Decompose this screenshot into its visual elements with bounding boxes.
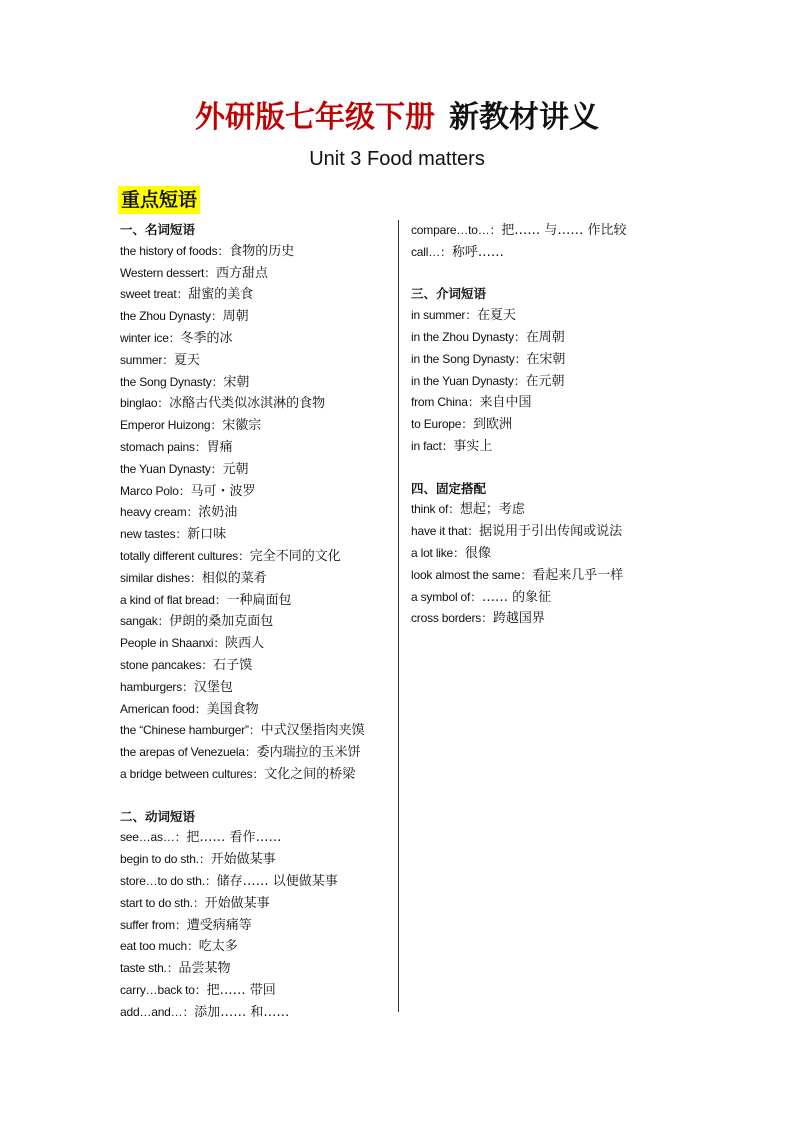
phrase-english: winter ice： <box>120 330 181 345</box>
phrase-chinese: 把…… 看作…… <box>186 830 282 846</box>
phrase-entry <box>411 414 681 436</box>
phrase-english: in the Zhou Dynasty： <box>411 329 526 344</box>
phrase-chinese: 看起来几乎一样 <box>532 567 624 583</box>
phrase-entry <box>120 437 388 459</box>
phrase-chinese: 伊朗的桑加克面包 <box>169 614 274 630</box>
phrase-english: similar dishes： <box>120 570 202 585</box>
phrase-chinese: 在夏天 <box>477 308 517 324</box>
phrase-entry <box>411 349 681 371</box>
phrase-chinese: 开始做某事 <box>204 895 270 911</box>
phrase-english: start to do sth.： <box>120 895 205 910</box>
phrase-chinese: …… 的象征 <box>481 589 552 605</box>
phrase-entry <box>411 220 681 242</box>
phrase-entry <box>411 436 681 458</box>
phrase-chinese: 品尝某物 <box>178 961 231 977</box>
phrase-english: carry…back to： <box>120 982 207 997</box>
phrase-chinese: 称呼…… <box>451 244 504 260</box>
phrase-entry <box>120 459 388 481</box>
phrase-entry <box>120 915 388 937</box>
phrase-entry <box>120 568 388 590</box>
phrase-english: look almost the same： <box>411 567 533 582</box>
phrase-entry <box>411 565 681 587</box>
phrase-entry <box>120 502 388 524</box>
phrase-chinese: 西方甜点 <box>215 265 268 281</box>
phrase-english: Western dessert： <box>120 265 216 280</box>
phrase-chinese: 吃太多 <box>198 939 238 955</box>
phrase-english: Emperor Huizong： <box>120 418 223 433</box>
phrase-chinese: 汉堡包 <box>193 679 233 695</box>
phrase-chinese: 添加…… 和…… <box>194 1004 290 1020</box>
noun-phrase-list <box>120 241 388 786</box>
unit-subtitle: Unit 3 Food matters <box>309 148 485 170</box>
prep-phrase-list <box>411 305 681 458</box>
phrase-english: see…as…： <box>120 830 187 845</box>
verb-phrase-list-continued <box>411 220 681 264</box>
document-title <box>0 94 794 142</box>
phrase-entry <box>120 677 388 699</box>
phrase-entry <box>120 284 388 306</box>
phrase-english: compare…to…： <box>411 223 502 237</box>
fixed-phrases-heading: 四、固定搭配 <box>411 480 487 496</box>
phrase-chinese: 据说用于引出传闻或说法 <box>479 524 623 540</box>
phrase-chinese: 陕西人 <box>225 636 265 652</box>
phrase-english: the arepas of Venezuela： <box>120 745 257 760</box>
phrase-entry <box>120 328 388 350</box>
phrase-chinese: 新口味 <box>187 527 227 543</box>
phrase-chinese: 宋徽宗 <box>222 418 262 434</box>
phrase-chinese: 宋朝 <box>223 374 250 390</box>
phrase-english: the “Chinese hamburger”： <box>120 723 261 738</box>
phrase-english: stone pancakes： <box>120 657 214 672</box>
phrase-english: cross borders： <box>411 611 493 626</box>
phrase-entry <box>120 524 388 546</box>
spacer <box>120 786 388 807</box>
phrase-english: from China： <box>411 395 480 410</box>
spacer <box>411 458 681 479</box>
phrase-chinese: 冬季的冰 <box>180 330 233 346</box>
phrase-chinese: 一种扁面包 <box>226 592 292 608</box>
phrase-english: in fact： <box>411 438 454 453</box>
phrase-entry <box>120 1002 388 1024</box>
phrase-english: binglao： <box>120 396 170 411</box>
phrase-english: Marco Polo： <box>120 483 191 498</box>
phrase-chinese: 冰酪古代类似冰淇淋的食物 <box>169 396 326 412</box>
column-divider <box>398 220 399 1012</box>
phrase-entry <box>411 327 681 349</box>
right-column <box>411 220 681 630</box>
phrase-entry <box>120 764 388 786</box>
phrase-entry <box>120 893 388 915</box>
phrase-chinese: 来自中国 <box>479 395 532 411</box>
phrase-english: in the Song Dynasty： <box>411 351 527 366</box>
phrase-english: the Zhou Dynasty： <box>120 309 223 324</box>
phrase-entry <box>120 936 388 958</box>
phrase-chinese: 石子馍 <box>213 657 253 673</box>
left-column <box>120 220 388 1023</box>
phrase-english: to Europe： <box>411 417 474 432</box>
phrase-entry <box>411 587 681 609</box>
phrase-chinese: 文化之间的桥梁 <box>264 766 356 782</box>
phrase-entry <box>120 720 388 742</box>
phrase-chinese: 相似的菜肴 <box>201 570 267 586</box>
phrase-chinese: 想起；考虑 <box>459 502 525 518</box>
phrase-chinese: 跨越国界 <box>492 611 545 627</box>
phrase-chinese: 浓奶油 <box>198 505 238 521</box>
phrase-chinese: 在元朝 <box>525 373 565 389</box>
phrase-english: begin to do sth.： <box>120 852 211 867</box>
phrase-english: the Yuan Dynasty： <box>120 461 223 476</box>
phrase-entry <box>120 393 388 415</box>
phrase-english: sangak： <box>120 614 170 629</box>
phrase-english: suffer from： <box>120 917 187 932</box>
phrase-chinese: 夏天 <box>173 352 200 368</box>
phrase-entry <box>120 546 388 568</box>
phrase-chinese: 元朝 <box>222 461 249 477</box>
phrase-english: new tastes： <box>120 527 188 542</box>
title-handout: 新教材讲义 <box>449 100 599 135</box>
phrase-english: a kind of flat bread： <box>120 592 227 607</box>
phrase-entry <box>411 499 681 521</box>
phrase-english: add…and…： <box>120 1004 195 1019</box>
phrase-english: a bridge between cultures： <box>120 766 265 781</box>
phrase-chinese: 马可・波罗 <box>190 483 256 499</box>
phrase-entry <box>120 871 388 893</box>
phrase-english: call…： <box>411 244 452 259</box>
phrase-english: People in Shaanxi： <box>120 636 226 651</box>
phrase-chinese: 把…… 带回 <box>206 982 276 998</box>
fixed-phrase-list <box>411 499 681 630</box>
phrase-chinese: 很像 <box>464 545 491 561</box>
phrase-english: the Song Dynasty： <box>120 374 224 389</box>
phrase-entry <box>120 350 388 372</box>
phrase-entry <box>120 481 388 503</box>
phrase-chinese: 甜蜜的美食 <box>188 287 254 303</box>
phrase-entry <box>120 655 388 677</box>
phrase-entry <box>120 742 388 764</box>
phrase-entry <box>411 608 681 630</box>
phrase-entry <box>120 241 388 263</box>
phrase-entry <box>120 372 388 394</box>
phrase-english: American food： <box>120 701 207 716</box>
phrase-entry <box>120 980 388 1002</box>
phrase-english: in summer： <box>411 308 478 323</box>
prep-phrases-heading: 三、介词短语 <box>411 286 487 302</box>
phrase-entry <box>411 305 681 327</box>
phrase-chinese: 在宋朝 <box>526 351 566 367</box>
section-title-highlighted: 重点短语 <box>118 186 200 214</box>
phrase-entry <box>120 633 388 655</box>
phrase-entry <box>120 958 388 980</box>
phrase-entry <box>120 849 388 871</box>
phrase-chinese: 到欧洲 <box>473 417 513 433</box>
phrase-english: stomach pains： <box>120 439 207 454</box>
phrase-chinese: 美国食物 <box>206 701 259 717</box>
phrase-entry <box>411 521 681 543</box>
phrase-entry <box>120 827 388 849</box>
title-textbook: 外研版七年级下册 <box>195 100 435 135</box>
phrase-chinese: 中式汉堡指肉夹馍 <box>260 723 365 739</box>
phrase-chinese: 储存…… 以便做某事 <box>216 873 338 889</box>
phrase-entry <box>411 242 681 264</box>
phrase-english: in the Yuan Dynasty： <box>411 373 526 388</box>
phrase-chinese: 遭受病痛等 <box>186 917 252 933</box>
phrase-chinese: 周朝 <box>222 309 249 325</box>
phrase-english: the history of foods： <box>120 243 230 258</box>
phrase-entry <box>120 699 388 721</box>
verb-phrase-list <box>120 827 388 1023</box>
phrase-entry <box>120 306 388 328</box>
phrase-chinese: 胃痛 <box>206 439 233 455</box>
phrase-english: heavy cream： <box>120 505 199 520</box>
verb-phrases-heading: 二、动词短语 <box>120 808 196 824</box>
phrase-english: think of： <box>411 502 460 517</box>
phrase-chinese: 食物的历史 <box>229 243 295 259</box>
phrase-entry <box>120 611 388 633</box>
phrase-chinese: 事实上 <box>453 438 493 454</box>
phrase-chinese: 完全不同的文化 <box>249 548 341 564</box>
phrase-chinese: 开始做某事 <box>210 852 276 868</box>
phrase-chinese: 在周朝 <box>525 329 565 345</box>
phrase-entry <box>411 543 681 565</box>
phrase-english: a lot like： <box>411 545 465 560</box>
phrase-entry <box>411 371 681 393</box>
phrase-chinese: 把…… 与…… 作比较 <box>501 223 627 238</box>
phrase-entry <box>120 263 388 285</box>
phrase-english: totally different cultures： <box>120 548 250 563</box>
phrase-english: a symbol of： <box>411 589 482 604</box>
phrase-english: eat too much： <box>120 939 199 954</box>
phrase-entry <box>411 392 681 414</box>
spacer <box>411 264 681 285</box>
phrase-chinese: 委内瑞拉的玉米饼 <box>256 745 361 761</box>
noun-phrases-heading: 一、名词短语 <box>120 222 196 237</box>
phrase-english: sweet treat： <box>120 287 189 302</box>
phrase-entry <box>120 415 388 437</box>
phrase-english: hamburgers： <box>120 679 194 694</box>
phrase-english: store…to do sth.： <box>120 873 217 888</box>
phrase-english: have it that： <box>411 524 480 539</box>
phrase-entry <box>120 590 388 612</box>
phrase-english: taste sth.： <box>120 961 179 976</box>
phrase-english: summer： <box>120 352 174 367</box>
